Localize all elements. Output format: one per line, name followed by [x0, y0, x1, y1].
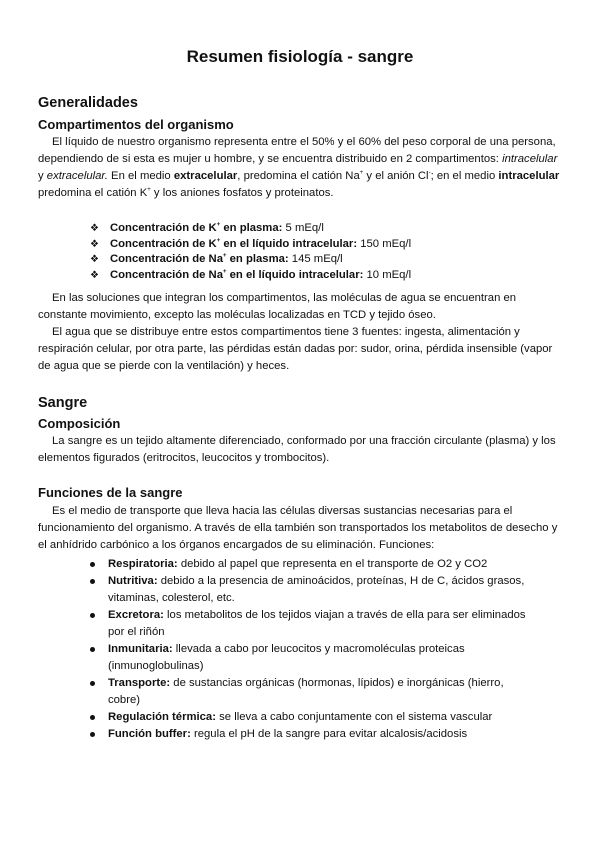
charge: + — [147, 187, 151, 193]
bullet-icon — [90, 681, 95, 686]
list-item — [88, 709, 528, 726]
item-text: de sustancias orgánicas (hormonas, lípidos) e inorgánicas (hierro, cobre) — [108, 677, 504, 706]
item-value: 5 mEq/l — [282, 222, 324, 234]
bullet-icon — [90, 647, 95, 652]
list-item — [90, 252, 411, 268]
item-label: Concentración de K+ en plasma: — [110, 222, 283, 234]
diamond-bullet-icon: ❖ — [90, 269, 99, 281]
text: intracelular — [502, 153, 558, 165]
diamond-bullet-icon: ❖ — [90, 223, 99, 234]
list-item — [88, 675, 528, 709]
bullet-icon — [90, 579, 95, 584]
charge: + — [359, 170, 364, 176]
item-text: debido al papel que representa en el transporte de O2 y CO2 — [177, 558, 488, 570]
bullet-icon — [90, 562, 95, 567]
item-label: Concentración de Na+ en plasma: — [110, 253, 289, 265]
text: En el medio — [107, 170, 174, 182]
text: extracelular — [173, 170, 238, 182]
item-label: Transporte: — [108, 677, 171, 689]
item-label: Respiratoria: — [108, 558, 178, 570]
item-label: Excretora: — [108, 609, 164, 621]
bullet-icon — [90, 715, 95, 720]
item-label: Concentración de Na+ en el líquido intracelular: — [110, 268, 364, 281]
heading-sangre: Sangre — [38, 395, 88, 411]
item-value: 10 mEq/l — [363, 268, 412, 281]
text: y el anión Cl — [363, 170, 429, 182]
item-text: regula el pH de la sangre para evitar alcalosis/acidosis — [190, 728, 468, 740]
paragraph-agua: El agua que se distribuye entre estos compartimentos tiene 3 fuentes: ingesta, alimentación y respiración celular, por otra parte, las pérdidas están dadas por: sudor, orina, pérdida insensible (vapor de agua que se pierde con la ventilación) y heces. — [38, 326, 553, 372]
paragraph-soluciones: En las soluciones que integran los compartimentos, las moléculas de agua se encuentran en constante movimiento, excepto las moléculas localizadas en TCD y tejido óseo. — [38, 292, 517, 321]
list-item — [88, 726, 528, 743]
text: extracelular. — [46, 170, 108, 182]
heading-composicion: Composición — [38, 416, 121, 431]
item-value: 150 mEq/l — [357, 237, 412, 250]
paragraph-funciones: Es el medio de transporte que lleva hacia las células diversas sustancias necesarias para el funcionamiento del organismo. A través de ella también son transportados los metabolitos de desecho y el anhídrido carbónico a los órganos encargados de su eliminación. Funciones: — [38, 505, 558, 551]
heading-generalidades: Generalidades — [38, 95, 138, 111]
bullet-icon — [90, 732, 95, 737]
item-text: llevada a cabo por leucocitos y macromoléculas proteicas (inmunoglobulinas) — [108, 643, 465, 672]
text: El líquido de nuestro organismo representa entre el 50% y el 60% del peso corporal de una persona, dependiendo de si esta es mujer u hombre, y se encuentra distribuido en 2 compartimentos: — [38, 136, 556, 165]
text: , predomina el catión Na — [237, 170, 360, 182]
list-item — [90, 237, 411, 253]
item-label: Inmunitaria: — [108, 643, 173, 655]
text: predomina el catión K — [38, 187, 148, 199]
paragraph-composicion: La sangre es un tejido altamente diferenciado, conformado por una fracción circulante (plasma) y los elementos figurados (eritrocitos, leucocitos y trombocitos). — [38, 435, 556, 464]
item-text: debido a la presencia de aminoácidos, proteínas, H de C, ácidos grasos, vitaminas, colesterol, etc. — [108, 575, 525, 604]
item-label: Nutritiva: — [108, 575, 158, 587]
paragraph-compartimentos — [38, 134, 563, 202]
item-label: Concentración de K+ en el líquido intracelular: — [110, 237, 358, 250]
concentration-list — [90, 221, 411, 283]
item-value: 145 mEq/l — [288, 253, 343, 265]
heading-compartimentos: Compartimentos del organismo — [38, 117, 234, 132]
list-item — [90, 221, 411, 237]
heading-funciones: Funciones de la sangre — [38, 485, 183, 500]
text: y — [38, 170, 47, 182]
list-item — [88, 556, 528, 573]
diamond-bullet-icon: ❖ — [90, 238, 99, 250]
text: intracelular — [498, 170, 560, 182]
list-item — [90, 268, 411, 284]
text: ; en el medio — [430, 170, 499, 182]
charge: - — [428, 170, 431, 176]
list-item — [88, 641, 528, 675]
item-text: se lleva a cabo conjuntamente con el sistema vascular — [215, 711, 493, 723]
item-label: Función buffer: — [108, 728, 191, 740]
list-item — [88, 573, 528, 607]
item-text: los metabolitos de los tejidos viajan a través de ella para ser eliminados por el riñón — [108, 609, 526, 638]
page-title: Resumen fisiología - sangre — [186, 47, 414, 66]
funciones-list — [88, 556, 528, 743]
diamond-bullet-icon: ❖ — [90, 254, 99, 265]
bullet-icon — [90, 613, 95, 618]
item-label: Regulación térmica: — [108, 711, 216, 723]
text: y los aniones fosfatos y proteinatos. — [150, 187, 334, 199]
list-item — [88, 607, 528, 641]
